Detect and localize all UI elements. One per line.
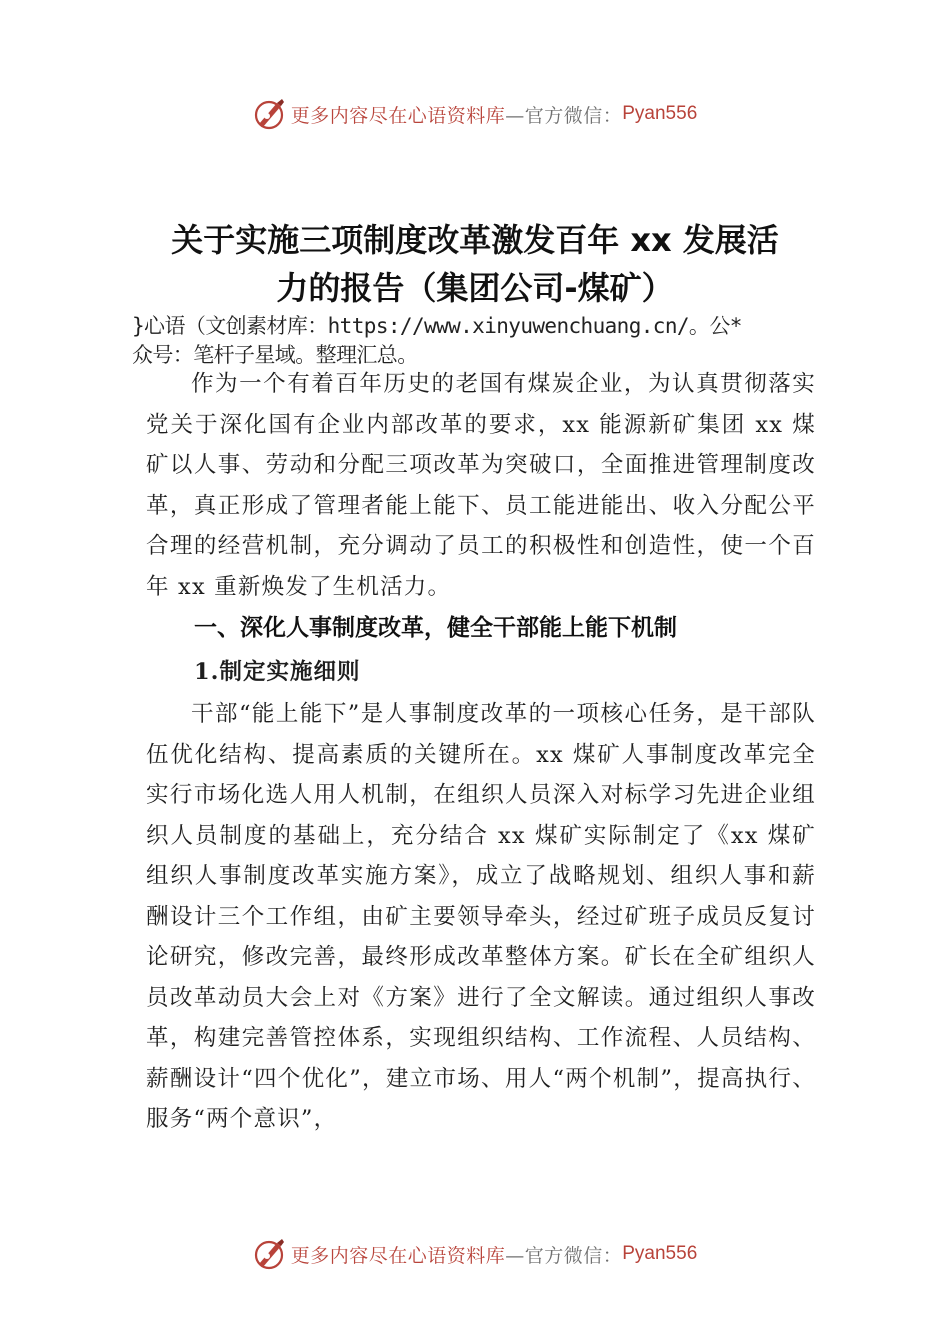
- document-title: [120, 216, 830, 312]
- intro-paragraph: 作为一个有着百年历史的老国有煤炭企业，为认真贯彻落实党关于深化国有企业内部改革的要求，xx 能源新矿集团 xx 煤矿以人事、劳动和分配三项改革为突破口，全面推进管理制度改革，真正形成了管理者能上能下、员工能进能出、收入分配公平合理的经营机制，充分调动了员工的积极性和创造性，使一个百年 xx 重新焕发了生机活力。: [146, 371, 816, 600]
- footer-banner: [0, 1234, 950, 1274]
- banner-site-name: 更多内容尽在心语资料库: [290, 104, 506, 127]
- pen-logo-icon: [253, 97, 287, 131]
- banner-wechat-label: —官方微信：: [505, 1244, 623, 1267]
- banner-wechat-label: —官方微信：: [505, 104, 623, 127]
- subsection-heading-1: 1.制定实施细则: [194, 659, 361, 685]
- title-line-1: 关于实施三项制度改革激发百年 xx 发展活: [171, 221, 779, 259]
- section-heading-1: 一、深化人事制度改革，健全干部能上能下机制: [194, 615, 677, 641]
- source-line-1: }心语（文创素材库：https://www.xinyuwenchuang.cn/。公*: [132, 314, 742, 338]
- header-banner: [0, 94, 950, 134]
- title-line-2: 力的报告（集团公司-煤矿）: [276, 269, 674, 307]
- source-note: [132, 312, 832, 370]
- banner-wechat-id: Pyan556: [622, 1243, 698, 1264]
- pen-logo-icon: [253, 1237, 287, 1271]
- banner-wechat-id: Pyan556: [622, 103, 698, 124]
- body-paragraph-2: 干部“能上能下”是人事制度改革的一项核心任务，是干部队伍优化结构、提高素质的关键所在。xx 煤矿人事制度改革完全实行市场化选人用人机制，在组织人员深入对标学习先进企业组织人员制度的基础上，充分结合 xx 煤矿实际制定了《xx 煤矿组织人事制度改革实施方案》，成立了战略规划、组织人事和薪酬设计三个工作组，由矿主要领导牵头，经过矿班子成员反复讨论研究，修改完善，最终形成改革整体方案。矿长在全矿组织人员改革动员大会上对《方案》进行了全文解读。通过组织人事改革，构建完善管控体系，实现组织结构、工作流程、人员结构、薪酬设计“四个优化”，建立市场、用人“两个机制”，提高执行、服务“两个意识”，: [146, 701, 816, 1132]
- source-line-2: 众号：笔杆子星域。整理汇总。: [132, 343, 418, 367]
- banner-site-name: 更多内容尽在心语资料库: [290, 1244, 506, 1267]
